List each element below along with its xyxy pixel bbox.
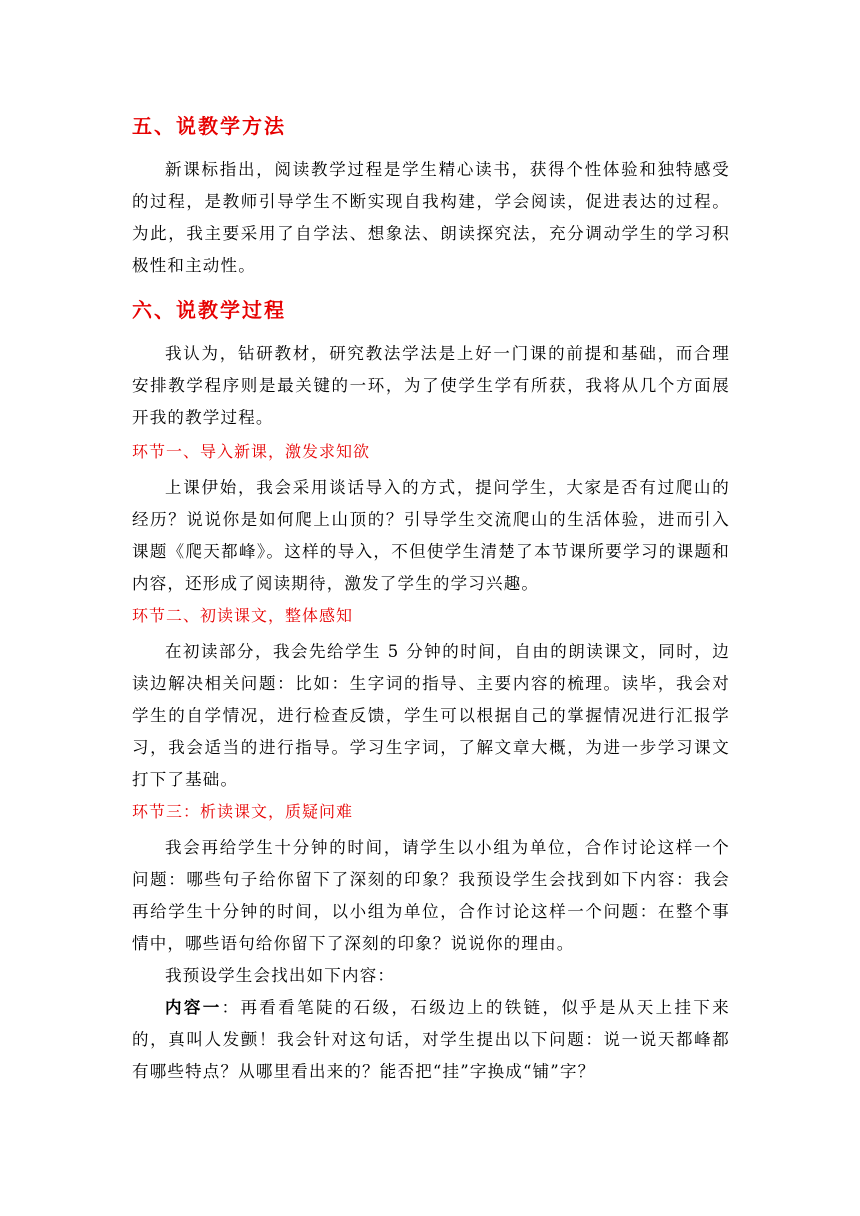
document-content xyxy=(132,112,730,1088)
content-1-text: ：再看看笔陡的石级，石级边上的铁链，似乎是从天上挂下来的，真叫人发颤！我会针对这句话，对学生提出以下问题：说一说天都峰都有哪些特点？从哪里看出来的？能否把“挂”字换成“铺”字？ xyxy=(132,998,730,1081)
section-heading-teaching-process: 六、说教学过程 xyxy=(132,298,286,322)
content-1-label: 内容一 xyxy=(165,998,222,1017)
paragraph-step-3-preset: 我预设学生会找出如下内容： xyxy=(165,966,396,985)
paragraph-teaching-process-intro: 我认为，钻研教材，研究教法学法是上好一门课的前提和基础，而合理安排教学程序则是最关键的一环，为了使学生学有所获，我将从几个方面展开我的教学过程。 xyxy=(132,344,730,427)
paragraph-step-3: 我会再给学生十分钟的时间，请学生以小组为单位，合作讨论这样一个问题：哪些句子给你留下了深刻的印象？我预设学生会找到如下内容：我会再给学生十分钟的时间，以小组为单位，合作讨论这样一个问题：在整个事情中，哪些语句给你留下了深刻的印象？说说你的理由。 xyxy=(132,838,730,953)
step-heading-2: 环节二、初读课文，整体感知 xyxy=(132,606,354,625)
step-heading-3: 环节三：析读课文，质疑问难 xyxy=(132,802,354,821)
paragraph-teaching-methods: 新课标指出，阅读教学过程是学生精心读书，获得个性体验和独特感受的过程，是教师引导学生不断实现自我构建，学会阅读，促进表达的过程。为此，我主要采用了自学法、想象法、朗读探究法，充分调动学生的学习积极性和主动性。 xyxy=(132,160,730,275)
section-heading-teaching-methods: 五、说教学方法 xyxy=(132,114,286,138)
paragraph-content-1 xyxy=(132,992,730,1088)
paragraph-step-1: 上课伊始，我会采用谈话导入的方式，提问学生，大家是否有过爬山的经历？说说你是如何爬上山顶的？引导学生交流爬山的生活体验，进而引入课题《爬天都峰》。这样的导入，不但使学生清楚了本节课所要学习的课题和内容，还形成了阅读期待，激发了学生的学习兴趣。 xyxy=(132,478,730,593)
paragraph-step-2: 在初读部分，我会先给学生 5 分钟的时间，自由的朗读课文，同时，边读边解决相关问题：比如：生字词的指导、主要内容的梳理。读毕，我会对学生的自学情况，进行检查反馈，学生可以根据自己的掌握情况进行汇报学习，我会适当的进行指导。学习生字词，了解文章大概，为进一步学习课文打下了基础。 xyxy=(132,642,730,789)
step-heading-1: 环节一、导入新课，激发求知欲 xyxy=(132,442,371,461)
